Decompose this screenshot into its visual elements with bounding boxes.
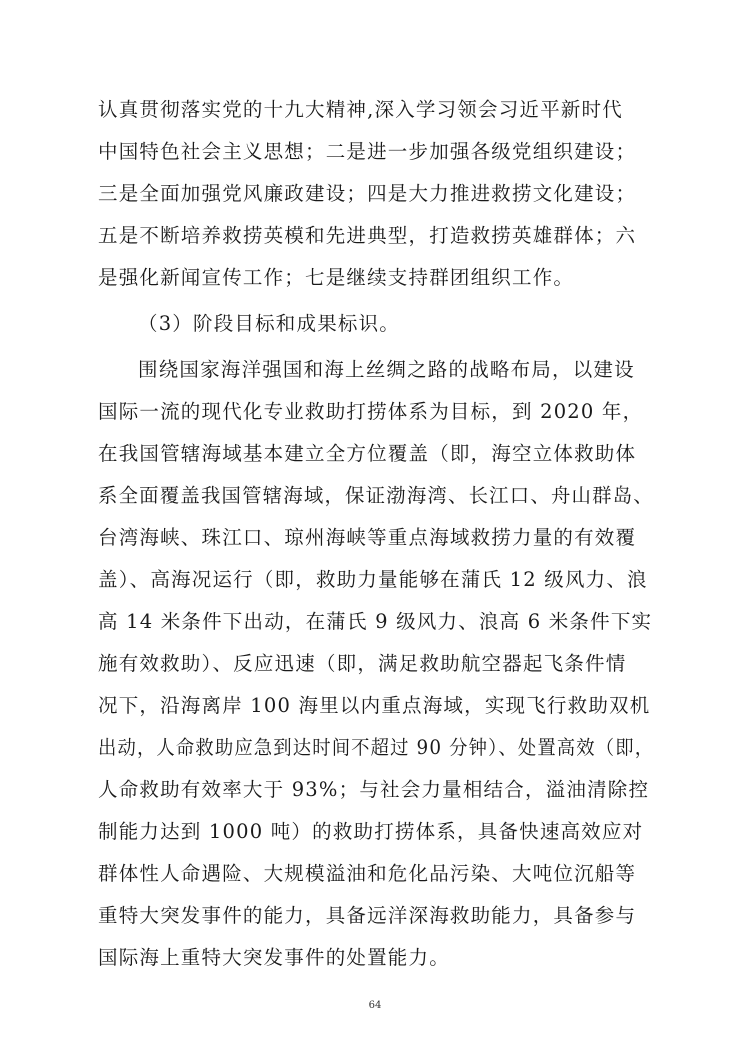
- body-text-line: 中国特色社会主义思想；二是进一步加强各级党组织建设；: [98, 140, 637, 163]
- body-text-line: 三是全面加强党风廉政建设；四是大力推进救捞文化建设；: [98, 182, 637, 205]
- body-text-line: 重特大突发事件的能力，具备远洋深海救助能力，具备参与: [98, 904, 637, 927]
- section-subheading: （3）阶段目标和成果标识。: [138, 312, 401, 335]
- body-text-line: 国际一流的现代化专业救助打捞体系为目标，到 2020 年，: [98, 400, 644, 423]
- body-text-line: 况下，沿海离岸 100 海里以内重点海域，实现飞行救助双机: [98, 694, 651, 717]
- body-text-line: 制能力达到 1000 吨）的救助打捞体系，具备快速高效应对: [98, 820, 644, 843]
- body-text-line: 系全面覆盖我国管辖海域，保证渤海湾、长江口、舟山群岛、: [98, 484, 654, 507]
- body-text-line: 国际海上重特大突发事件的处置能力。: [98, 946, 450, 969]
- body-text-line: 施有效救助）、反应迅速（即，满足救助航空器起飞条件情: [98, 652, 627, 675]
- body-text-line: 五是不断培养救捞英模和先进典型，打造救捞英雄群体；六: [98, 224, 637, 247]
- page-number: 64: [368, 1000, 382, 1011]
- body-text-line: 是强化新闻宣传工作；七是继续支持群团组织工作。: [98, 266, 575, 289]
- body-text-line: 盖）、高海况运行（即，救助力量能够在蒲氏 12 级风力、浪: [98, 568, 648, 591]
- body-text-line: 群体性人命遇险、大规模溢油和危化品污染、大吨位沉船等: [98, 862, 637, 885]
- body-text-line: 高 14 米条件下出动，在蒲氏 9 级风力、浪高 6 米条件下实: [98, 610, 653, 633]
- body-text-line: 在我国管辖海域基本建立全方位覆盖（即，海空立体救助体: [98, 442, 637, 465]
- body-text-line: 围绕国家海洋强国和海上丝绸之路的战略布局，以建设: [138, 358, 635, 381]
- body-text-line: 出动，人命救助应急到达时间不超过 90 分钟）、处置高效（即，: [98, 736, 655, 759]
- body-text-line: 台湾海峡、珠江口、琼州海峡等重点海域救捞力量的有效覆: [98, 526, 637, 549]
- body-text-line: 认真贯彻落实党的十九大精神,深入学习领会习近平新时代: [98, 98, 623, 121]
- body-text-line: 人命救助有效率大于 93%；与社会力量相结合，溢油清除控: [98, 778, 650, 801]
